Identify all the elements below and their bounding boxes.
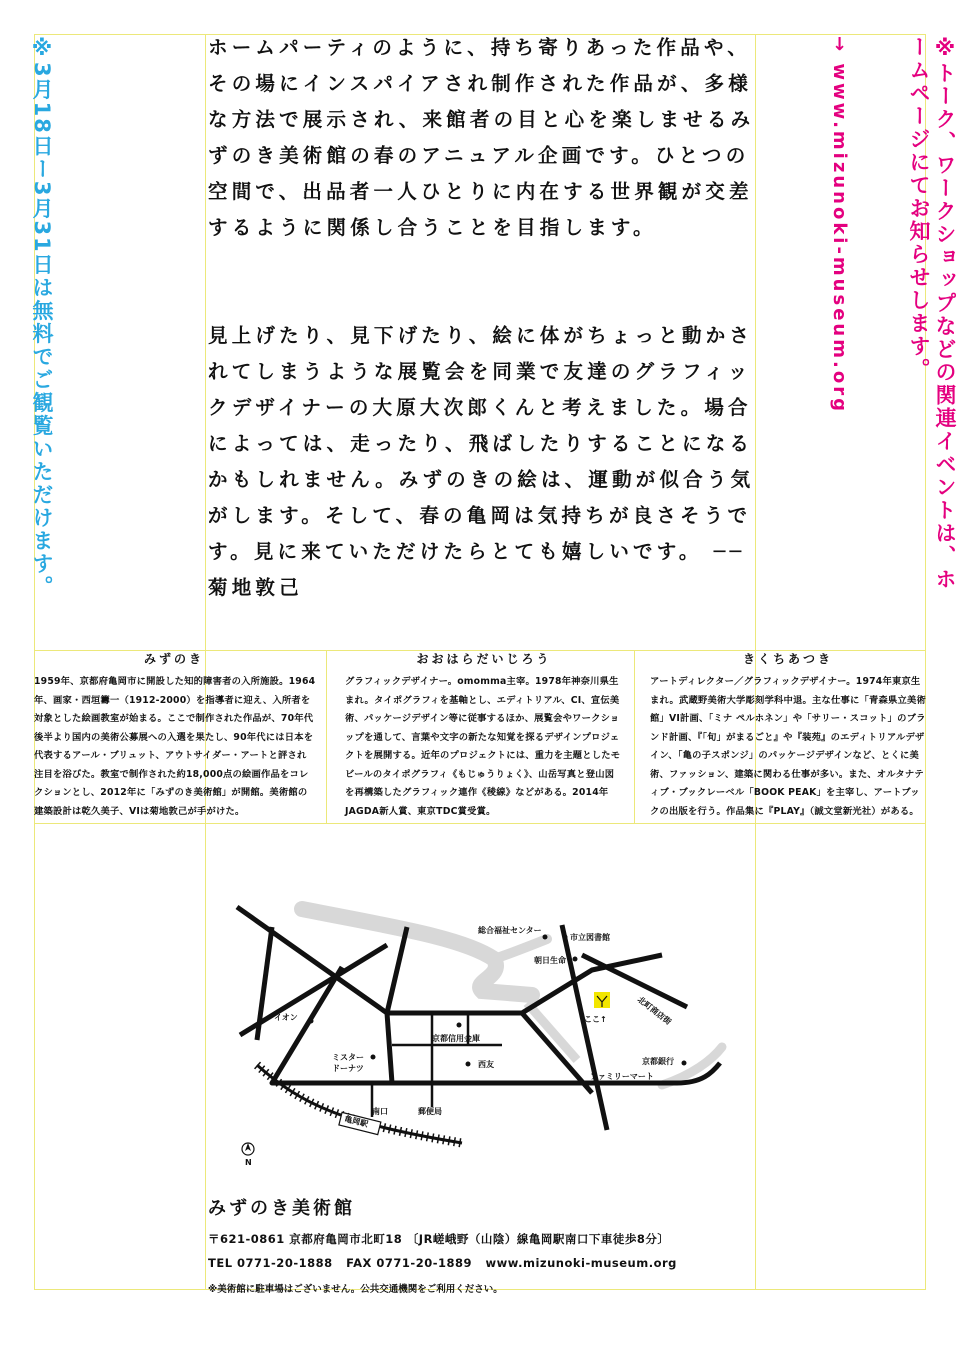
bio-text-ohara: グラフィックデザイナー。omomma主宰。1978年神奈川県生まれ。タイポグラフィを基軸とし、エディトリアル、CI、宣伝美術、パッケージデザイン等に従事するほか、展覧会やワークショップを通して、言葉や文字の新たな知覚を探るデザインプロジェクトを展開する。近年のプロジェクトには、重力を主題としたモビールのタイポグラフィ《もじゅうりょく》、山岳写真と登山図を再構築したグラフィック連作《稜線》などがある。2014年JAGDA新人賞、東京TDC賞受賞。 [345,676,621,817]
website-link[interactable]: → www.mizunoki-museum.org [829,36,850,414]
asahi-label: 朝日生命 [534,956,566,965]
south-exit-label: 南口 [372,1107,388,1116]
main-roads [237,907,720,1130]
library-label: 市立図書館 [570,933,610,942]
post-office-label: 郵便局 [418,1107,442,1116]
river [302,909,532,995]
welfare-center-label: 総合福祉センター [478,926,542,935]
mister-donut-label: ドーナツ [332,1064,364,1073]
aeon-label: イオン [274,1013,298,1022]
intro-paragraph-2: 見上げたり、見下げたり、絵に体がちょっと動かされてしまうような展覧会を同業で友達のグラフィックデザイナーの大原大次郎くんと考えました。場合によっては、走ったり、飛ばしたりすることになるかもしれません。みずのきの絵は、運動が似合う気がします。そして、春の亀岡は気持ちが良さそうです。見に来ていただけたらとても嬉しいです。 ── 菊地敦己 [208,324,755,599]
familymart-label: ファミリーマート [590,1072,654,1081]
guide-line [634,650,635,823]
kyoto-shinkin-label: 京都信用金庫 [432,1034,480,1043]
guide-line [326,650,327,823]
seiyu-label: 西友 [478,1060,494,1069]
station-label: 亀岡駅 [343,1114,369,1129]
river-branch [527,1003,577,1060]
kyoto-bank-label: 京都銀行 [642,1057,674,1066]
bio-text-mizunoki: 1959年、京都府亀岡市に開設した知的障害者の入所施設。1964年、画家・西垣籌一（1912-2000）を指導者に迎え、入所者を対象とした絵画教室が始まる。ここで制作された作品が、70年代後半より国内の美術公募展への入選を果たし、90年代には日本を代表するアール・ブリュット、アウトサイダー・アートと評され注目を浴びた。教室で制作された約18,000点の絵画作品をコレクションとし、2012年に「みずのき美術館」が開館。美術館の建築設計は乾久美子、VIは菊地敦己が手がけた。 [34,676,316,817]
intro-paragraph-1: ホームパーティのように、持ち寄りあった作品や、その場にインスパイアされ制作された作品が、多様な方法で展示され、来館者の目と心を楽しませるみずのき美術館の春のアニュアル企画です。ひとつの空間で、出品者一人ひとりに内在する世界観が交差するように関係し合うことを目指します。 [208,36,755,239]
here-label: ここ↑ [584,1015,607,1024]
street-label: 北町商店街 [635,994,673,1027]
bio-text-kikuchi: アートディレクター／グラフィックデザイナー。1974年東京生まれ。武蔵野美術大学彫刻学科中退。主な仕事に「青森県立美術館」VI計画、「ミナ ペルホネン」や「サリー・スコット」のブランド計画、『「旬」がまるごと』や『装苑』のエディトリアルデザイン、「亀の子スポンジ」のパッケージデザインなど、とくに美術、ファッション、建築に関わる仕事が多い。また、オルタナティブ・ブックレーベル「BOOK PEAK」を主宰し、アートブックの出版を行う。作品集に『PLAY』（誠文堂新光社）がある。 [650,676,926,817]
north-label: N [245,1158,252,1167]
access-map [232,895,732,1175]
parking-note: ※美術館に駐車場はございません。公共交通機関をご利用ください。 [208,1284,503,1295]
mister-donut-label: ミスター [332,1053,364,1062]
events-note: ※トーク、ワークショップなどの関連イベントは、ホームページにてお知らせします。 [907,36,957,591]
bio-title-ohara: おおはらだいじろう [416,652,552,666]
museum-name: みずのき美術館 [208,1198,355,1219]
bio-title-kikuchi: きくちあつき [742,652,833,666]
bio-title-mizunoki: みずのき [143,652,204,666]
museum-address: 〒621-0861 京都府亀岡市北町18 〔JR嵯峨野（山陰）線亀岡駅南口下車徒歩8分〕 [208,1232,670,1246]
guide-line [34,823,926,824]
free-admission-note: ※3月18日ー3月31日は無料でご観覧いただけます。 [30,36,54,599]
museum-contact: TEL 0771-20-1888 FAX 0771-20-1889 www.mizunoki-museum.org [208,1256,677,1270]
